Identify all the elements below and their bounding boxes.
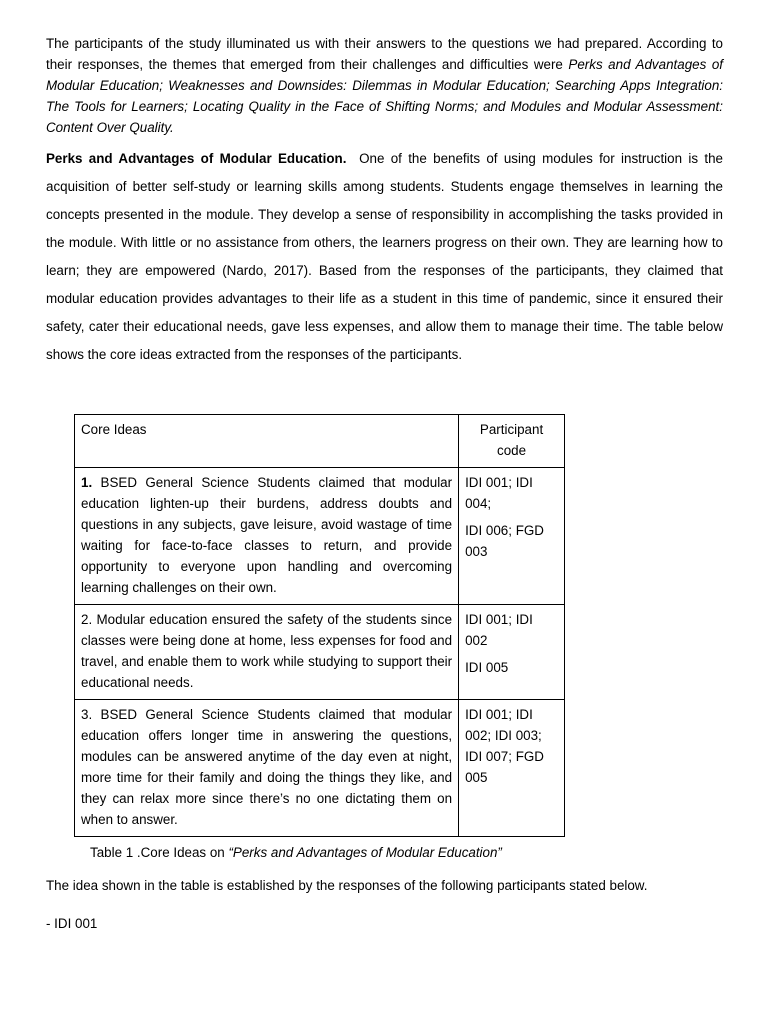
participant-code: IDI 005: [465, 660, 509, 675]
caption-title: “Perks and Advantages of Modular Education”: [228, 845, 502, 860]
caption-prefix: Table 1 .Core Ideas on: [90, 845, 229, 860]
participant-code-cell: [459, 605, 565, 700]
table-header-row: [75, 415, 565, 468]
intro-text: The participants of the study illuminated us with their answers to the questions we had prepared. According to their responses, the themes that emerged from their challenges and difficulties were: [46, 36, 723, 72]
participant-code-cell: [459, 700, 565, 837]
row-number: 3.: [81, 707, 93, 722]
table-row: [75, 700, 565, 837]
participant-code: IDI 001; IDI 004;: [465, 475, 533, 511]
participant-list-item: - IDI 001: [46, 916, 98, 931]
table-caption: [90, 843, 502, 863]
core-idea-cell: [75, 468, 459, 605]
participant-code: IDI 001; IDI 002; IDI 003; IDI 007; FGD 005: [465, 707, 544, 785]
core-idea-cell: [75, 605, 459, 700]
intro-themes: Perks and Advantages of Modular Education; Weaknesses and Downsides: Dilemmas in Modular Education; Searching Apps Integration: The Tools for Learners; Locating Quality in the Face of Shifting Norms; and Modules and Modular Assessment: Content Over Quality.: [46, 57, 723, 135]
section-body: One of the benefits of using modules for instruction is the acquisition of better self-study or learning skills among students. Students engage themselves in learning the concepts presented in the module. They develop a sense of responsibility in accomplishing the tasks provided in the module. With little or no assistance from others, the learners progress on their own. They are learning how to learn; they are empowered (Nardo, 2017). Based from the responses of the participants, they claimed that modular education provides advantages to their life as a student in this time of pandemic, since it ensured their safety, cater their educational needs, gave less expenses, and allow them to manage their time. The table below shows the core ideas extracted from the responses of the participants.: [46, 151, 723, 362]
core-idea-text: BSED General Science Students claimed that modular education offers longer time in answering the questions, modules can be answered anytime of the day even at night, more time for their family and doing the things they like, and they can relax more since there’s no one dictating them on when to answer.: [81, 707, 453, 827]
header-core-ideas: Core Ideas: [75, 415, 459, 468]
table-row: [75, 468, 565, 605]
participant-code: IDI 001; IDI 002: [465, 612, 533, 648]
section-heading: Perks and Advantages of Modular Education.: [46, 151, 347, 166]
document-page: [46, 33, 723, 931]
core-idea-cell: [75, 700, 459, 837]
participant-code: IDI 006; FGD 003: [465, 523, 544, 559]
row-number: 1.: [81, 475, 93, 490]
row-number: 2.: [81, 612, 93, 627]
core-ideas-table: [74, 414, 565, 837]
header-participant-code: Participant code: [459, 415, 565, 468]
core-idea-text: BSED General Science Students claimed that modular education lighten-up their burdens, address doubts and questions in any subjects, gave leisure, avoid wastage of time waiting for face-to-face classes to return, and provide opportunity to everyone upon handling and overcoming learning challenges on their own.: [81, 475, 453, 595]
table-row: [75, 605, 565, 700]
after-table-text: The idea shown in the table is established by the responses of the following participants stated below.: [46, 878, 648, 893]
participant-code-cell: [459, 468, 565, 605]
core-idea-text: Modular education ensured the safety of the students since classes were being done at home, less expenses for food and travel, and enable them to work while studying to support their educational needs.: [81, 612, 453, 690]
intro-paragraph: [46, 33, 723, 138]
section-paragraph: [46, 145, 723, 369]
